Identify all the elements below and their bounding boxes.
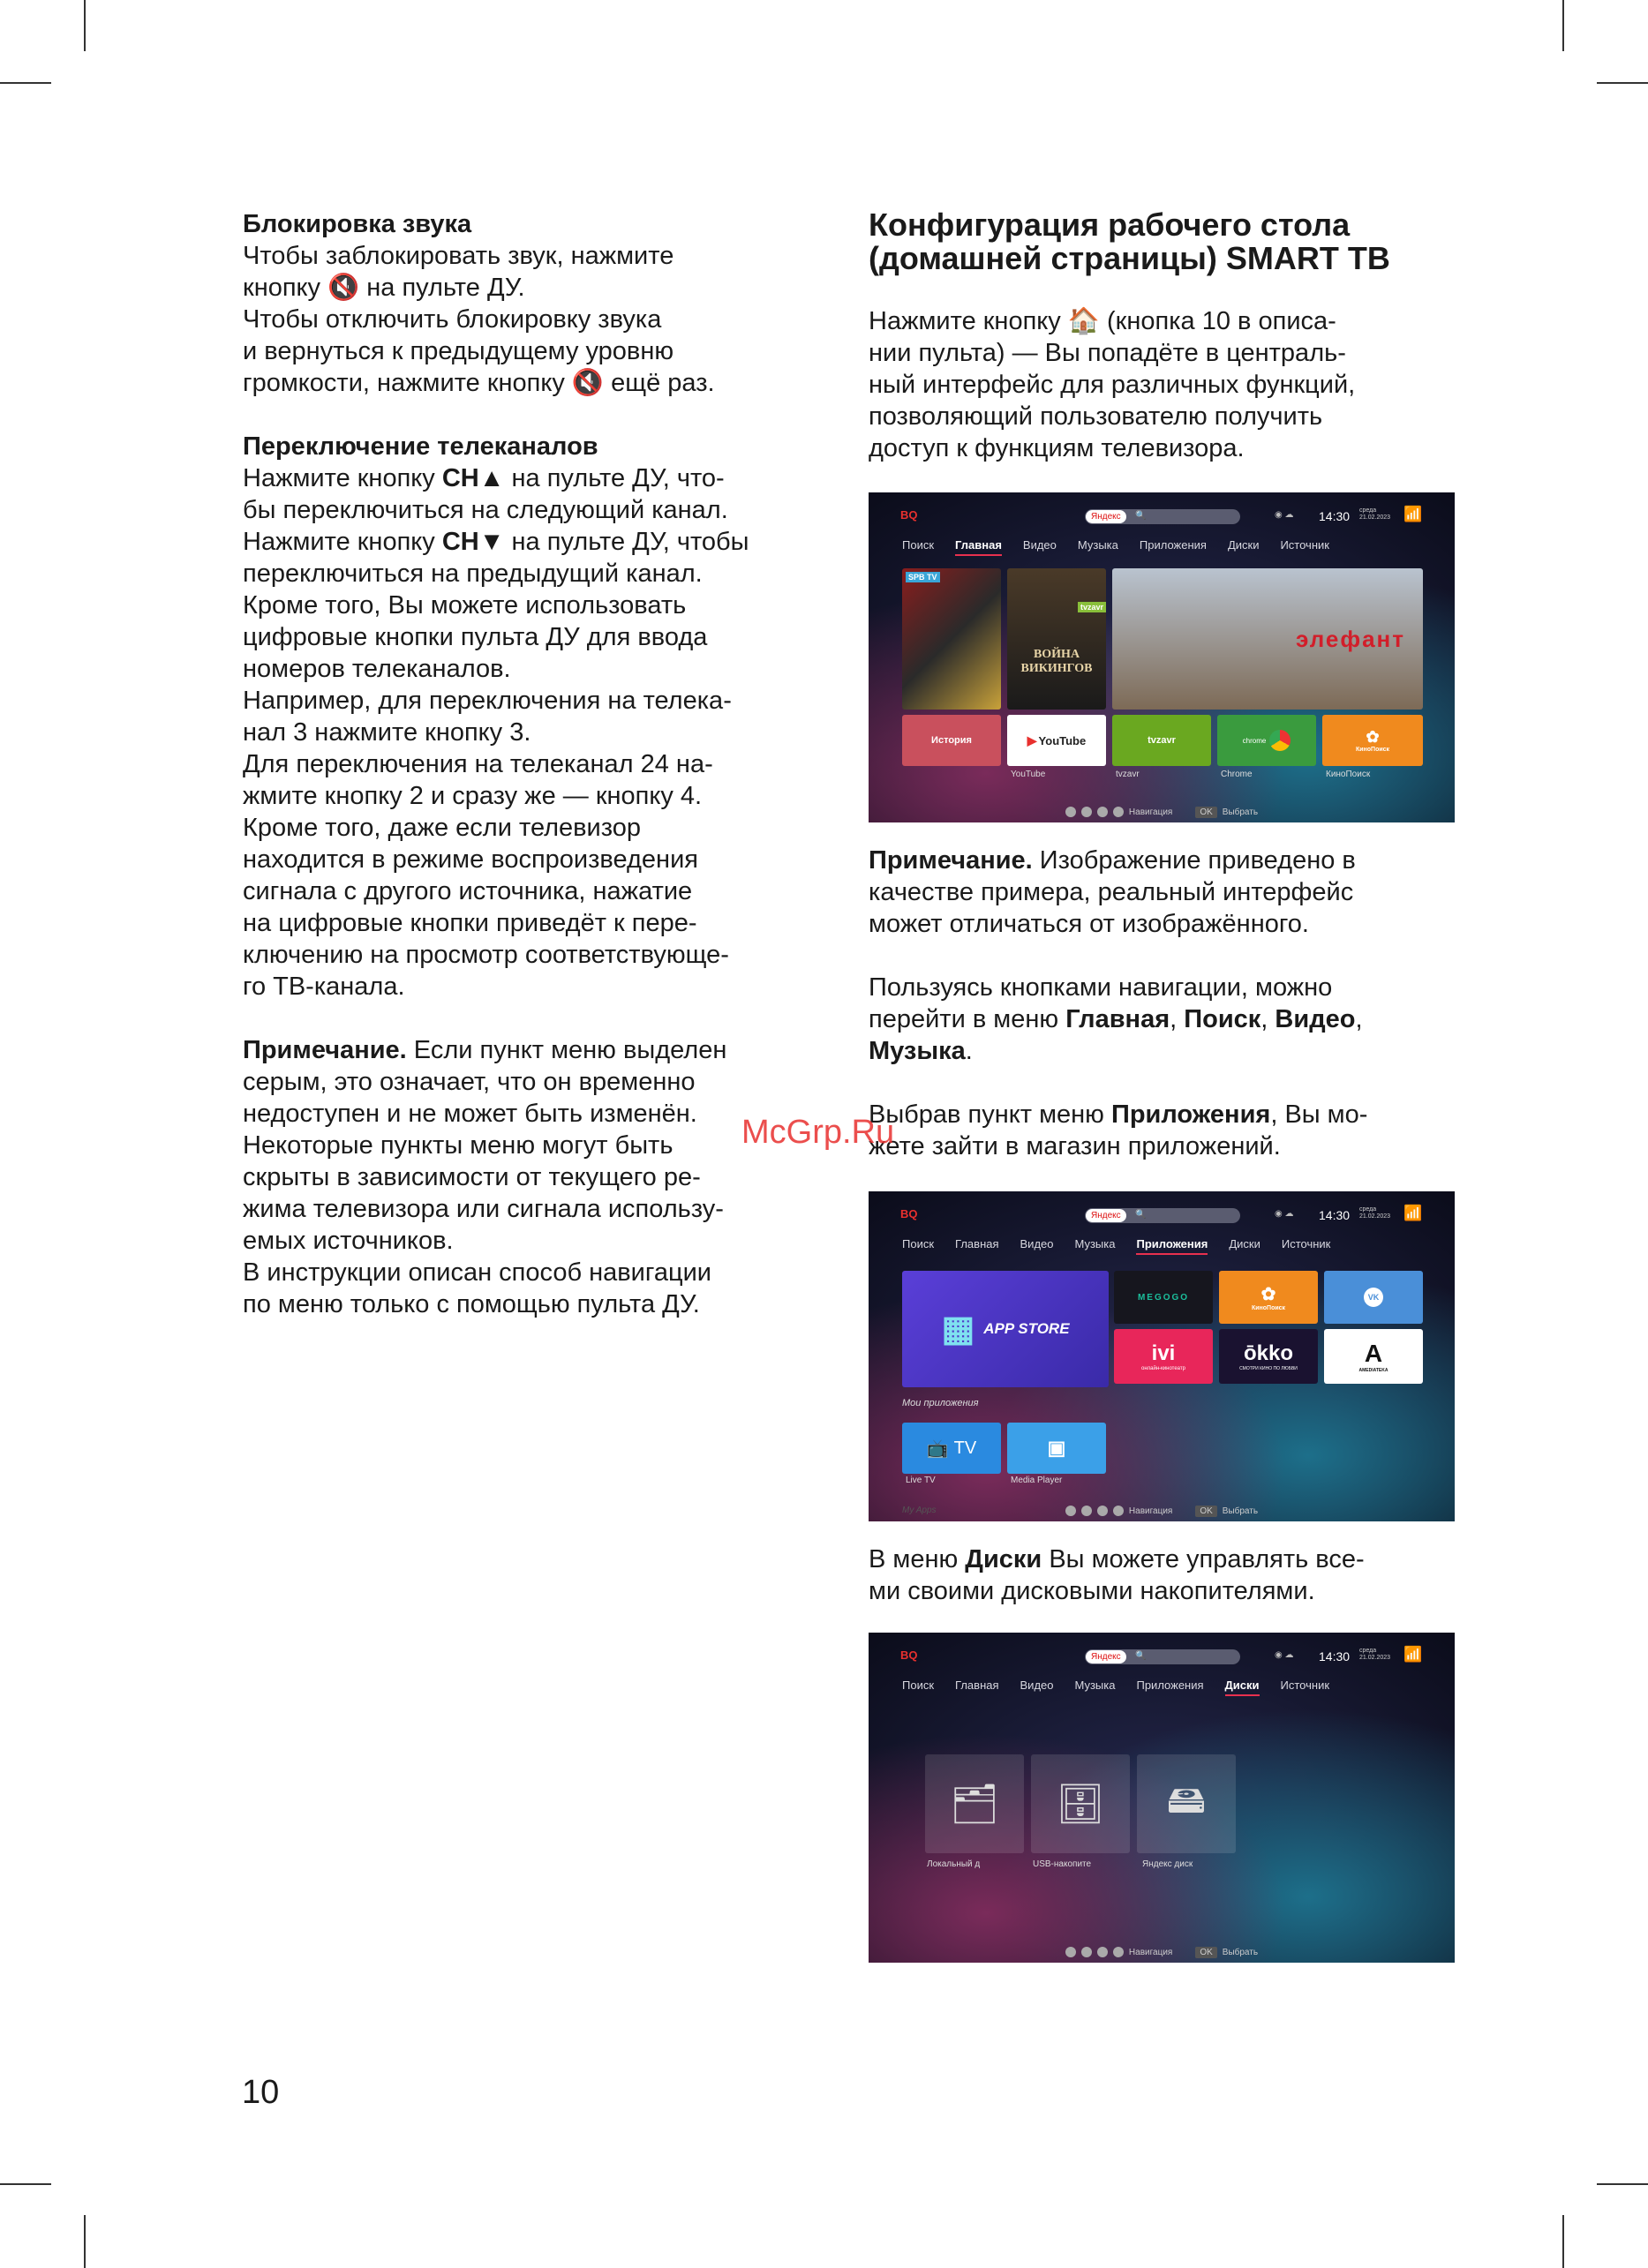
disk-usb[interactable] xyxy=(1031,1754,1130,1853)
select-hint: Выбрать xyxy=(1222,807,1259,817)
caption-tvzavr: tvzavr xyxy=(1116,770,1140,779)
tv-icon: 📺 xyxy=(926,1438,949,1459)
nav-down-icon xyxy=(1081,807,1092,817)
text-line: и вернуться к предыдущему уровню xyxy=(243,337,674,365)
bq-logo: BQ xyxy=(900,508,918,522)
nav-up-icon xyxy=(1065,807,1076,817)
text-line: номеров телеканалов. xyxy=(243,655,511,683)
text-line: кнопку 🔇 на пульте ДУ. xyxy=(243,274,525,302)
tile-label: APP STORE xyxy=(983,1320,1070,1337)
crop-mark xyxy=(1597,2183,1648,2185)
search-icon: 🔍 xyxy=(1135,511,1147,521)
tile-label: ivi xyxy=(1151,1341,1176,1365)
media-player-icon: ▣ xyxy=(1047,1437,1066,1459)
caption-chrome: Chrome xyxy=(1221,770,1253,779)
text-line xyxy=(869,1003,1469,1035)
text-line: нал 3 нажмите кнопку 3. xyxy=(243,718,531,747)
text-line: нии пульта) — Вы попадёте в централь- xyxy=(869,339,1346,367)
text-line: емых источников. xyxy=(243,1227,454,1255)
tile-label: TV xyxy=(953,1438,977,1458)
text-line: жете зайти в магазин приложений. xyxy=(869,1132,1281,1160)
watermark: McGrp.Ru xyxy=(741,1114,895,1151)
text-fragment: , xyxy=(1170,1005,1185,1033)
text-line: по меню только с помощью пульта ДУ. xyxy=(243,1290,700,1318)
text-fragment: Нажмите кнопку xyxy=(243,464,442,492)
chrome-icon xyxy=(1269,730,1291,751)
disk-yandex[interactable] xyxy=(1137,1754,1236,1853)
search-icon: 🔍 xyxy=(1135,1651,1147,1661)
text-line: ключению на просмотр соответствующе- xyxy=(243,941,729,969)
tile-amediateka[interactable] xyxy=(1324,1329,1423,1384)
tile-elefant-banner[interactable] xyxy=(1112,568,1423,710)
tile-sublabel: онлайн-кинотеатр xyxy=(1141,1366,1185,1371)
crop-mark xyxy=(84,0,86,51)
tile-media-player[interactable] xyxy=(1007,1423,1106,1474)
menu-apps[interactable]: Приложения xyxy=(1136,1237,1208,1255)
text-line xyxy=(869,305,1469,337)
date-value: 21.02.2023 xyxy=(1359,1213,1391,1220)
text-line: скрыты в зависимости от текущего ре- xyxy=(243,1163,701,1191)
left-column xyxy=(243,208,843,1320)
text-line: может отличаться от изображённого. xyxy=(869,910,1309,938)
menu-disks[interactable]: Диски xyxy=(1229,1237,1260,1250)
text-line: доступ к функциям телевизора. xyxy=(869,434,1245,462)
page-number: 10 xyxy=(242,2074,280,2111)
my-apps-heading: Мои приложения xyxy=(902,1398,979,1408)
text-line xyxy=(243,462,843,494)
status-icons: ◉ ☁ xyxy=(1275,1209,1294,1219)
tile-label: ōkko xyxy=(1243,1341,1293,1365)
tile-sublabel: СМОТРИ КИНО ПО ЛЮБВИ xyxy=(1239,1366,1298,1371)
crop-mark xyxy=(1597,82,1648,84)
tv-menu xyxy=(902,538,1351,556)
text-line: сигнала с другого источника, нажатие xyxy=(243,877,693,905)
tile-kinopoisk[interactable] xyxy=(1219,1271,1318,1324)
text-line: Чтобы заблокировать звук, нажмите xyxy=(243,242,674,270)
text-line: Для переключения на телеканал 24 на- xyxy=(243,750,713,778)
nav-down-icon xyxy=(1081,1506,1092,1516)
tile-youtube[interactable] xyxy=(1007,715,1106,766)
nav-hint: Навигация xyxy=(1128,807,1173,817)
text-fragment: Нажмите кнопку xyxy=(243,528,442,556)
text-line: позволяющий пользователю получить xyxy=(869,402,1323,431)
youtube-icon: ▶ xyxy=(1027,732,1037,747)
date-day: среда xyxy=(1359,1648,1377,1654)
ok-badge: OK xyxy=(1195,1947,1216,1958)
tile-megogo[interactable] xyxy=(1114,1271,1213,1324)
tile-vk[interactable] xyxy=(1324,1271,1423,1324)
text-line: жима телевизора или сигнала использу- xyxy=(243,1195,724,1223)
text-line: недоступен и не может быть изменён. xyxy=(243,1100,697,1128)
text-fragment: , Вы мо- xyxy=(1270,1100,1368,1129)
wifi-icon: 📶 xyxy=(1403,1205,1423,1221)
tile-war-vikings[interactable] xyxy=(1007,568,1106,710)
menu-search[interactable]: Поиск xyxy=(902,1237,935,1250)
text-line: Некоторые пункты меню могут быть xyxy=(243,1131,673,1160)
date-value: 21.02.2023 xyxy=(1359,1655,1391,1661)
text-line: жмите кнопку 2 и сразу же — кнопку 4. xyxy=(243,782,703,810)
folder-icon: 🗂 xyxy=(950,1783,999,1826)
title-line: Конфигурация рабочего стола xyxy=(869,207,1351,243)
clock: 14:30 xyxy=(1319,509,1351,523)
nav-hint: Навигация xyxy=(1128,1947,1173,1957)
right-column-middle xyxy=(869,845,1469,1162)
nav-left-icon xyxy=(1097,807,1108,817)
cubes-icon: ▦ xyxy=(941,1310,975,1348)
ch-up-label: CH▲ xyxy=(441,464,505,492)
text-fragment: , xyxy=(1260,1005,1276,1033)
menu-disks[interactable]: Диски xyxy=(1227,538,1260,552)
usb-drive-icon: 🗄 xyxy=(1056,1783,1105,1826)
text-line: качестве примера, реальный интерфейс xyxy=(869,878,1354,906)
date-day: среда xyxy=(1359,507,1377,514)
nav-right-icon xyxy=(1113,1947,1124,1957)
disk-local[interactable] xyxy=(925,1754,1024,1853)
date xyxy=(1359,1206,1390,1220)
home-icon: 🏠 xyxy=(1067,307,1100,335)
text-line: Например, для переключения на телека- xyxy=(243,687,732,715)
menu-video[interactable]: Видео xyxy=(1020,1237,1054,1250)
menu-search[interactable]: Поиск xyxy=(902,538,935,552)
film-reel-icon: ✿ xyxy=(1366,728,1380,746)
tile-label: VK xyxy=(1364,1288,1383,1307)
caption-media-player: Media Player xyxy=(1011,1476,1063,1485)
date-day: среда xyxy=(1359,1206,1377,1213)
text-fragment: . xyxy=(965,1037,973,1065)
text-line: бы переключиться на следующий канал. xyxy=(243,496,728,524)
tile-spbtv[interactable] xyxy=(902,568,1001,710)
crop-mark xyxy=(0,82,51,84)
bq-logo: BQ xyxy=(900,1648,918,1662)
my-apps-faded: My Apps xyxy=(902,1506,937,1515)
tv-screenshot-apps xyxy=(869,1191,1455,1521)
channel-switch-heading: Переключение телеканалов xyxy=(243,432,598,461)
tv-menu xyxy=(902,1678,1351,1696)
tile-sublabel: AMEDIATEKA xyxy=(1358,1368,1388,1373)
text-fragment: на пульте ДУ, что- xyxy=(504,464,725,492)
text-line: Чтобы отключить блокировку звука xyxy=(243,305,662,334)
crop-mark xyxy=(1562,2215,1564,2268)
disk-local-label: Локальный д xyxy=(927,1859,981,1869)
tile-okko[interactable] xyxy=(1219,1329,1318,1384)
tile-ivi[interactable] xyxy=(1114,1329,1213,1384)
nav-down-icon xyxy=(1081,1947,1092,1957)
status-icons: ◉ ☁ xyxy=(1275,510,1294,520)
right-column-lower xyxy=(869,1543,1469,1607)
text-line: находится в режиме воспроизведения xyxy=(243,845,698,874)
date-value: 21.02.2023 xyxy=(1359,514,1391,521)
date xyxy=(1359,507,1390,522)
text-line: Кроме того, даже если телевизор xyxy=(243,814,641,842)
menu-home[interactable]: Главная xyxy=(955,1237,999,1250)
text-fragment: , xyxy=(1355,1005,1363,1033)
tile-label: A xyxy=(1364,1340,1383,1367)
menu-home[interactable]: Главная xyxy=(955,538,1002,556)
tile-kinopoisk[interactable] xyxy=(1322,715,1423,766)
tile-label: MEGOGO xyxy=(1137,1292,1190,1303)
note-label: Примечание. xyxy=(869,846,1033,875)
text-fragment: Выбрав пункт меню xyxy=(869,1100,1111,1129)
clock: 14:30 xyxy=(1319,1208,1351,1222)
yandex-label: Яндекс xyxy=(1086,1209,1126,1222)
tile-label: КиноПоиск xyxy=(1251,1305,1286,1311)
menu-name: Диски xyxy=(965,1545,1042,1573)
text-line xyxy=(243,526,843,558)
tv-screenshot-home xyxy=(869,492,1455,822)
tile-app-store[interactable] xyxy=(902,1271,1109,1387)
text-line: Пользуясь кнопками навигации, можно xyxy=(869,973,1333,1002)
menu-apps[interactable]: Приложения xyxy=(1139,538,1207,552)
menu-name: Главная xyxy=(1065,1005,1170,1033)
menu-source[interactable]: Источник xyxy=(1280,538,1329,552)
text-line: серым, это означает, что он временно xyxy=(243,1068,696,1096)
text-fragment: Нажмите кнопку xyxy=(869,307,1068,335)
ch-down-label: CH▼ xyxy=(441,528,505,556)
tv-hint-bar xyxy=(869,801,1455,822)
bq-logo: BQ xyxy=(900,1207,918,1220)
text-line xyxy=(243,1034,843,1066)
tile-chrome[interactable] xyxy=(1217,715,1316,766)
text-line: В инструкции описан способ навигации xyxy=(243,1258,711,1287)
search-bar[interactable] xyxy=(1085,509,1240,524)
cloud-disk-icon: 🖴 xyxy=(1166,1777,1207,1821)
tv-screenshot-disks xyxy=(869,1633,1455,1963)
menu-source[interactable]: Источник xyxy=(1281,1237,1331,1250)
tile-label: КиноПоиск xyxy=(1355,747,1390,753)
tile-label: ВОЙНА ВИКИНГОВ xyxy=(1020,648,1093,675)
tile-tvzavr[interactable] xyxy=(1112,715,1211,766)
text-fragment: (кнопка 10 в описа- xyxy=(1099,307,1336,335)
nav-up-icon xyxy=(1065,1947,1076,1957)
tile-label: tvzavr xyxy=(1148,735,1176,746)
menu-name: Приложения xyxy=(1110,1100,1271,1129)
text-line: ми своими дисковыми накопителями. xyxy=(869,1577,1315,1605)
select-hint: Выбрать xyxy=(1222,1506,1259,1516)
text-fragment: Вы можете управлять все- xyxy=(1042,1545,1365,1573)
clock: 14:30 xyxy=(1319,1649,1351,1663)
caption-youtube: YouTube xyxy=(1011,770,1046,779)
menu-music[interactable]: Музыка xyxy=(1074,1237,1116,1250)
text-line xyxy=(869,1099,1469,1130)
tile-history[interactable] xyxy=(902,715,1001,766)
tv-menu xyxy=(902,1237,1351,1255)
note-label: Примечание. xyxy=(243,1036,407,1064)
menu-apps[interactable]: Приложения xyxy=(1136,1678,1204,1692)
text-line xyxy=(869,1035,1469,1067)
menu-video[interactable]: Видео xyxy=(1022,538,1057,552)
menu-home[interactable]: Главная xyxy=(955,1678,999,1692)
select-hint: Выбрать xyxy=(1222,1947,1259,1957)
menu-name: Музыка xyxy=(869,1037,966,1065)
ok-badge: OK xyxy=(1195,1506,1216,1517)
right-column xyxy=(869,208,1469,464)
tile-label: tvzavr xyxy=(1078,602,1106,612)
caption-live-tv: Live TV xyxy=(906,1476,936,1485)
sound-lock-heading: Блокировка звука xyxy=(243,210,472,238)
yandex-label: Яндекс xyxy=(1086,1650,1126,1663)
text-line: цифровые кнопки пульта ДУ для ввода xyxy=(243,623,708,651)
tile-label: SPB TV xyxy=(906,572,940,582)
date xyxy=(1359,1648,1390,1662)
tile-live-tv[interactable] xyxy=(902,1423,1001,1474)
menu-source[interactable]: Источник xyxy=(1280,1678,1330,1692)
title-line: (домашней страницы) SMART TB xyxy=(869,240,1390,276)
nav-hint: Навигация xyxy=(1128,1506,1173,1516)
wifi-icon: 📶 xyxy=(1403,1646,1423,1663)
film-reel-icon: ✿ xyxy=(1260,1285,1276,1304)
nav-up-icon xyxy=(1065,1506,1076,1516)
text-line: Кроме того, Вы можете использовать xyxy=(243,591,687,620)
search-bar[interactable] xyxy=(1085,1649,1240,1664)
menu-search[interactable]: Поиск xyxy=(902,1678,935,1692)
text-line xyxy=(869,845,1469,876)
text-fragment: перейти в меню xyxy=(869,1005,1066,1033)
nav-right-icon xyxy=(1113,807,1124,817)
section-title xyxy=(869,208,1469,275)
crop-mark xyxy=(84,2215,86,2268)
text-fragment: Изображение приведено в xyxy=(1032,846,1356,875)
menu-disks[interactable]: Диски xyxy=(1225,1678,1260,1696)
text-fragment: на пульте ДУ, чтобы xyxy=(504,528,749,556)
menu-music[interactable]: Музыка xyxy=(1077,538,1118,552)
text-line: ный интерфейс для различных функций, xyxy=(869,371,1356,399)
menu-video[interactable]: Видео xyxy=(1020,1678,1054,1692)
disk-yandex-label: Яндекс диск xyxy=(1142,1859,1193,1869)
tile-label: chrome xyxy=(1242,736,1267,745)
yandex-label: Яндекс xyxy=(1086,510,1126,523)
disk-usb-label: USB-накопите xyxy=(1033,1859,1092,1869)
text-line: на цифровые кнопки приведёт к пере- xyxy=(243,909,697,937)
status-icons: ◉ ☁ xyxy=(1275,1650,1294,1660)
tile-label: История xyxy=(931,735,972,746)
tv-hint-bar xyxy=(869,1941,1455,1963)
menu-music[interactable]: Музыка xyxy=(1074,1678,1116,1692)
caption-kinopoisk: КиноПоиск xyxy=(1326,770,1371,779)
tile-label: YouTube xyxy=(1038,733,1087,747)
text-fragment: В меню xyxy=(869,1545,966,1573)
tile-label: элефант xyxy=(1296,625,1405,652)
search-icon: 🔍 xyxy=(1135,1210,1147,1220)
text-fragment: Если пункт меню выделен xyxy=(406,1036,727,1064)
text-line: переключиться на предыдущий канал. xyxy=(243,559,703,588)
search-bar[interactable] xyxy=(1085,1208,1240,1223)
crop-mark xyxy=(1562,0,1564,51)
text-line xyxy=(869,1543,1469,1575)
nav-left-icon xyxy=(1097,1947,1108,1957)
menu-name: Видео xyxy=(1275,1005,1356,1033)
crop-mark xyxy=(0,2183,51,2185)
ok-badge: OK xyxy=(1195,807,1216,818)
nav-right-icon xyxy=(1113,1506,1124,1516)
wifi-icon: 📶 xyxy=(1403,506,1423,522)
tv-hint-bar xyxy=(869,1500,1455,1521)
text-line: громкости, нажмите кнопку 🔇 ещё раз. xyxy=(243,369,715,397)
nav-left-icon xyxy=(1097,1506,1108,1516)
text-line: го ТВ-канала. xyxy=(243,973,405,1001)
menu-name: Поиск xyxy=(1184,1005,1261,1033)
